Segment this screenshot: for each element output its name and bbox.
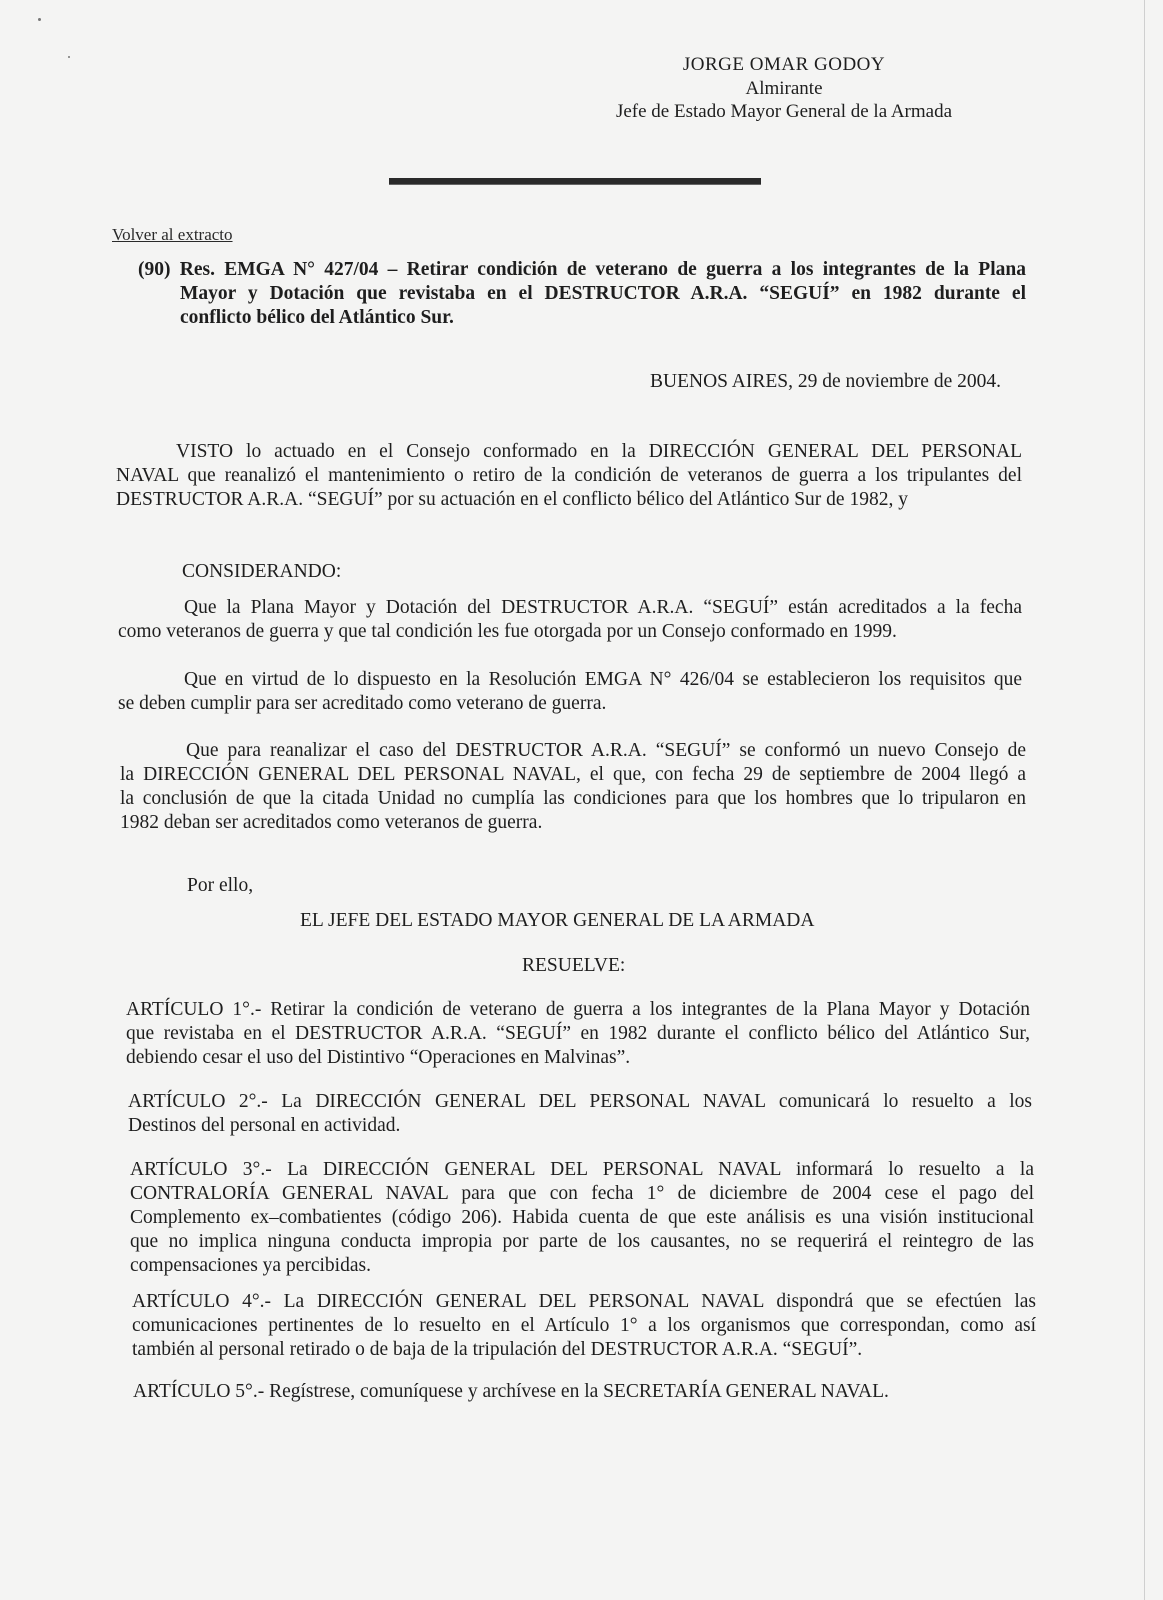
- heading-line: conflicto bélico del Atlántico Sur.: [180, 307, 454, 328]
- paragraph-line: Que para reanalizar el caso del DESTRUCTOR A.R.A. “SEGUÍ” se conformó un nuevo Consejo de: [186, 740, 1026, 761]
- articulo-1: [126, 998, 1030, 1070]
- paragraph-line: CONTRALORÍA GENERAL NAVAL para que con fecha 1° de diciembre de 2004 cese el pago del: [130, 1183, 1034, 1204]
- considerando-paragraph: [120, 739, 1026, 835]
- por-ello: Por ello,: [187, 875, 254, 896]
- place-date: BUENOS AIRES, 29 de noviembre de 2004.: [650, 371, 1001, 392]
- paragraph-line: también al personal retirado o de baja de la tripulación del DESTRUCTOR A.R.A. “SEGUÍ”.: [132, 1339, 863, 1360]
- paragraph-line: compensaciones ya percibidas.: [130, 1255, 371, 1276]
- separator-rule: [389, 178, 761, 185]
- paragraph-line: ARTÍCULO 3°.- La DIRECCIÓN GENERAL DEL PERSONAL NAVAL informará lo resuelto a la: [130, 1159, 1034, 1180]
- paragraph-line: NAVAL que reanalizó el mantenimiento o retiro de la condición de veteranos de guerra a los tripulantes del: [116, 465, 1022, 486]
- paragraph-line: debiendo cesar el uso del Distintivo “Operaciones en Malvinas”.: [126, 1047, 631, 1068]
- authority-title: EL JEFE DEL ESTADO MAYOR GENERAL DE LA ARMADA: [300, 910, 815, 931]
- considerando-paragraph: [118, 596, 1022, 644]
- paragraph-line: ARTÍCULO 2°.- La DIRECCIÓN GENERAL DEL PERSONAL NAVAL comunicará lo resuelto a los: [128, 1091, 1032, 1112]
- resuelve-title: RESUELVE:: [522, 955, 626, 976]
- scan-edge: [1144, 0, 1145, 1600]
- paragraph-line: ARTÍCULO 1°.- Retirar la condición de veterano de guerra a los integrantes de la Plana Mayor y Dotación: [126, 999, 1030, 1020]
- scan-speck: [68, 56, 70, 58]
- paragraph-line: la DIRECCIÓN GENERAL DEL PERSONAL NAVAL, el que, con fecha 29 de septiembre de 2004 llegó a: [120, 764, 1026, 785]
- visto-paragraph: [116, 440, 1022, 512]
- articulo-2: [128, 1090, 1032, 1138]
- paragraph-line: como veteranos de guerra y que tal condición les fue otorgada por un Consejo conformado en 1999.: [118, 621, 897, 642]
- paragraph-line: Destinos del personal en actividad.: [128, 1115, 401, 1136]
- heading-line: (90) Res. EMGA N° 427/04 – Retirar condición de veterano de guerra a los integrantes de la Plana: [138, 259, 1026, 280]
- paragraph-line: ARTÍCULO 5°.- Regístrese, comuníquese y archívese en la SECRETARÍA GENERAL NAVAL.: [133, 1381, 889, 1402]
- paragraph-line: comunicaciones pertinentes de lo resuelto en el Artículo 1° a los organismos que correspondan, como así: [132, 1315, 1036, 1336]
- paragraph-line: DESTRUCTOR A.R.A. “SEGUÍ” por su actuación en el conflicto bélico del Atlántico Sur de 1982, y: [116, 489, 908, 510]
- paragraph-line: 1982 deban ser acreditados como veteranos de guerra.: [120, 812, 543, 833]
- paragraph-line: se deben cumplir para ser acreditado como veterano de guerra.: [118, 693, 607, 714]
- signature-name: JORGE OMAR GODOY: [682, 54, 886, 75]
- scan-speck: [38, 18, 41, 21]
- paragraph-line: Que la Plana Mayor y Dotación del DESTRUCTOR A.R.A. “SEGUÍ” están acreditados a la fecha: [184, 597, 1022, 618]
- paragraph-line: que revistaba en el DESTRUCTOR A.R.A. “SEGUÍ” en 1982 durante el conflicto bélico del Atlántico Sur,: [126, 1023, 1030, 1044]
- articulo-3: [130, 1158, 1034, 1278]
- resolution-heading: [138, 258, 1026, 330]
- signature-position: Jefe de Estado Mayor General de la Armada: [615, 101, 953, 122]
- heading-line: Mayor y Dotación que revistaba en el DESTRUCTOR A.R.A. “SEGUÍ” en 1982 durante el: [180, 283, 1026, 304]
- signature-rank: Almirante: [745, 78, 823, 99]
- considerando-paragraph: [118, 668, 1022, 716]
- paragraph-line: ARTÍCULO 4°.- La DIRECCIÓN GENERAL DEL PERSONAL NAVAL dispondrá que se efectúen las: [132, 1291, 1036, 1312]
- paragraph-line: VISTO lo actuado en el Consejo conformado en la DIRECCIÓN GENERAL DEL PERSONAL: [176, 441, 1022, 462]
- paragraph-line: Complemento ex–combatientes (código 206). Habida cuenta de que este análisis es una visión institucional: [130, 1207, 1034, 1228]
- paragraph-line: que no implica ninguna conducta impropia por parte de los causantes, no se requerirá el reintegro de las: [130, 1231, 1034, 1252]
- paragraph-line: la conclusión de que la citada Unidad no cumplía las condiciones para que los hombres que lo tripularon en: [120, 788, 1026, 809]
- paragraph-line: Que en virtud de lo dispuesto en la Resolución EMGA N° 426/04 se establecieron los requisitos que: [184, 669, 1022, 690]
- back-to-extract-link[interactable]: Volver al extracto: [112, 225, 233, 244]
- articulo-5: [133, 1380, 1037, 1404]
- articulo-4: [132, 1290, 1036, 1362]
- considerando-title: CONSIDERANDO:: [182, 561, 342, 582]
